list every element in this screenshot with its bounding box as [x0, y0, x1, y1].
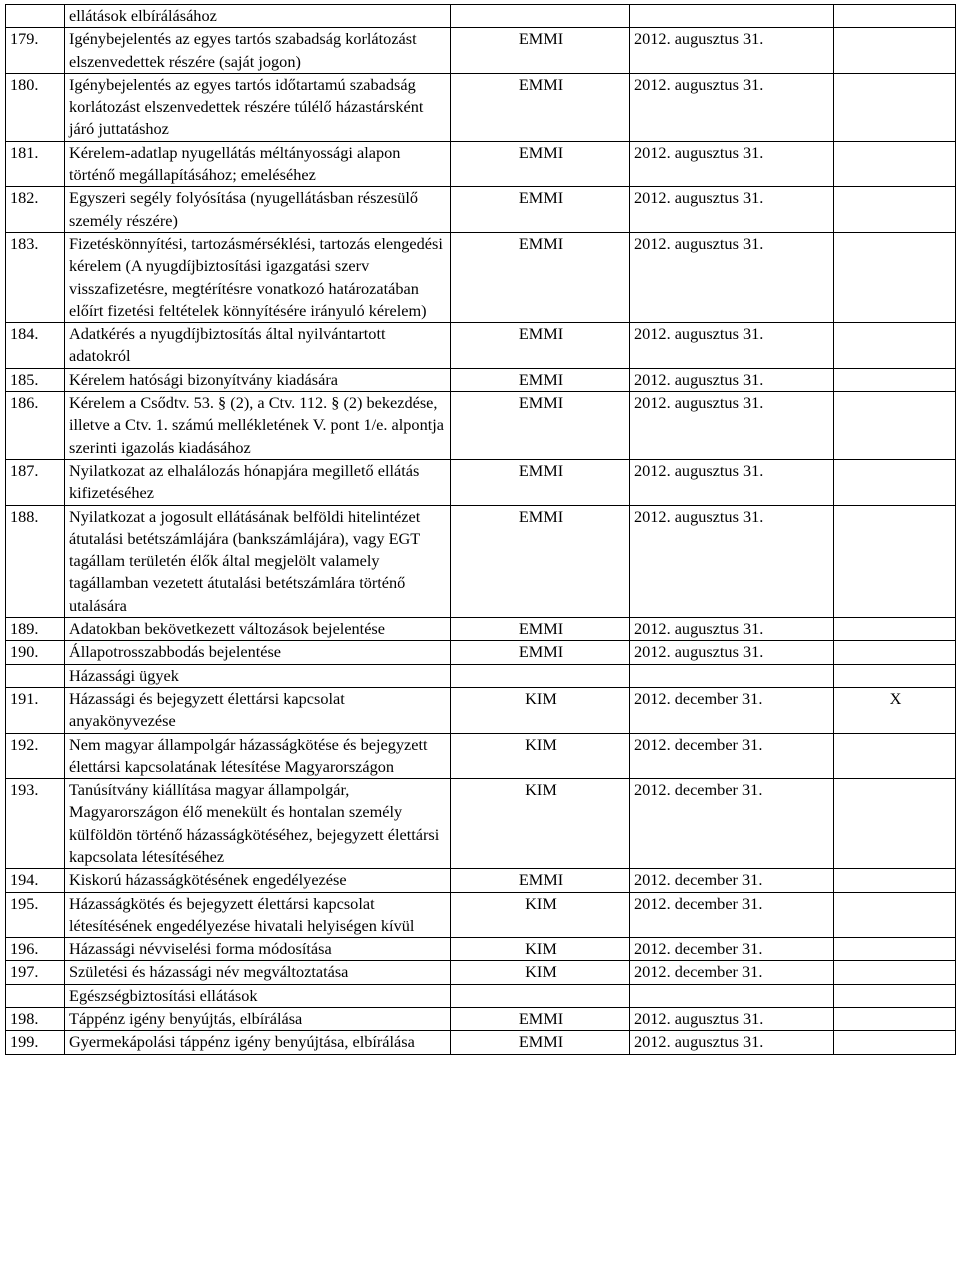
- row-number: 198.: [6, 1008, 65, 1031]
- procedure-description: Egészségbiztosítási ellátások: [65, 984, 451, 1007]
- marker: [834, 323, 956, 369]
- row-number: 196.: [6, 938, 65, 961]
- table-row: [6, 664, 956, 687]
- procedures-table-body: [6, 5, 956, 1055]
- responsible-ministry: EMMI: [451, 28, 630, 74]
- marker: [834, 664, 956, 687]
- row-number: [6, 984, 65, 1007]
- table-row: [6, 641, 956, 664]
- deadline-date: 2012. december 31.: [630, 869, 834, 892]
- row-number: 192.: [6, 733, 65, 779]
- procedures-table: [5, 4, 956, 1055]
- table-row: [6, 984, 956, 1007]
- procedure-description: ellátások elbírálásához: [65, 5, 451, 28]
- marker: [834, 28, 956, 74]
- table-row: [6, 28, 956, 74]
- procedure-description: Tanúsítvány kiállítása magyar állampolgár, Magyarországon élő menekült és hontalan személy külföldön történő házasságkötéséhez, bejegyzett élettársi kapcsolata létesítéséhez: [65, 779, 451, 869]
- marker: [834, 73, 956, 141]
- deadline-date: 2012. augusztus 31.: [630, 392, 834, 460]
- row-number: 193.: [6, 779, 65, 869]
- marker: [834, 1031, 956, 1054]
- marker: [834, 368, 956, 391]
- procedure-description: Gyermekápolási táppénz igény benyújtása, elbírálása: [65, 1031, 451, 1054]
- procedure-description: Adatokban bekövetkezett változások bejelentése: [65, 618, 451, 641]
- procedure-description: Állapotrosszabbodás bejelentése: [65, 641, 451, 664]
- row-number: 186.: [6, 392, 65, 460]
- responsible-ministry: EMMI: [451, 1031, 630, 1054]
- marker: [834, 641, 956, 664]
- responsible-ministry: EMMI: [451, 869, 630, 892]
- deadline-date: 2012. december 31.: [630, 733, 834, 779]
- row-number: 179.: [6, 28, 65, 74]
- deadline-date: 2012. augusztus 31.: [630, 1031, 834, 1054]
- procedure-description: Nyilatkozat a jogosult ellátásának belföldi hitelintézet átutalási betétszámlájára (bankszámlájára), vagy EGT tagállam területén élők által megjelölt valamely tagállamban vezetett átutalási betétszámlára történő utalására: [65, 505, 451, 617]
- row-number: 194.: [6, 869, 65, 892]
- row-number: 199.: [6, 1031, 65, 1054]
- deadline-date: 2012. augusztus 31.: [630, 141, 834, 187]
- marker: [834, 5, 956, 28]
- deadline-date: 2012. augusztus 31.: [630, 232, 834, 322]
- responsible-ministry: KIM: [451, 733, 630, 779]
- responsible-ministry: KIM: [451, 779, 630, 869]
- marker: [834, 392, 956, 460]
- responsible-ministry: [451, 664, 630, 687]
- responsible-ministry: [451, 984, 630, 1007]
- deadline-date: 2012. augusztus 31.: [630, 459, 834, 505]
- responsible-ministry: EMMI: [451, 505, 630, 617]
- procedure-description: Táppénz igény benyújtás, elbírálása: [65, 1008, 451, 1031]
- deadline-date: 2012. augusztus 31.: [630, 187, 834, 233]
- deadline-date: [630, 5, 834, 28]
- responsible-ministry: EMMI: [451, 187, 630, 233]
- marker: X: [834, 687, 956, 733]
- table-row: [6, 961, 956, 984]
- deadline-date: [630, 664, 834, 687]
- row-number: 185.: [6, 368, 65, 391]
- table-row: [6, 141, 956, 187]
- responsible-ministry: KIM: [451, 938, 630, 961]
- deadline-date: 2012. augusztus 31.: [630, 28, 834, 74]
- procedure-description: Egyszeri segély folyósítása (nyugellátásban részesülő személy részére): [65, 187, 451, 233]
- responsible-ministry: EMMI: [451, 368, 630, 391]
- procedure-description: Fizetéskönnyítési, tartozásmérséklési, tartozás elengedési kérelem (A nyugdíjbiztosítási igazgatási szerv visszafizetésre, megtérítésre vonatkozó határozatában előírt fizetési feltételek könnyítésére irányuló kérelem): [65, 232, 451, 322]
- marker: [834, 141, 956, 187]
- responsible-ministry: EMMI: [451, 73, 630, 141]
- marker: [834, 1008, 956, 1031]
- table-row: [6, 459, 956, 505]
- marker: [834, 733, 956, 779]
- row-number: 188.: [6, 505, 65, 617]
- marker: [834, 984, 956, 1007]
- marker: [834, 459, 956, 505]
- table-row: [6, 1031, 956, 1054]
- responsible-ministry: KIM: [451, 961, 630, 984]
- table-row: [6, 187, 956, 233]
- responsible-ministry: KIM: [451, 892, 630, 938]
- row-number: 181.: [6, 141, 65, 187]
- deadline-date: [630, 984, 834, 1007]
- row-number: 195.: [6, 892, 65, 938]
- row-number: 197.: [6, 961, 65, 984]
- table-row: [6, 618, 956, 641]
- row-number: [6, 664, 65, 687]
- procedure-description: Igénybejelentés az egyes tartós időtartamú szabadság korlátozást elszenvedettek részére túlélő házastársként járó juttatáshoz: [65, 73, 451, 141]
- table-row: [6, 687, 956, 733]
- table-row: [6, 232, 956, 322]
- deadline-date: 2012. augusztus 31.: [630, 1008, 834, 1031]
- row-number: 190.: [6, 641, 65, 664]
- deadline-date: 2012. augusztus 31.: [630, 368, 834, 391]
- responsible-ministry: EMMI: [451, 323, 630, 369]
- table-row: [6, 323, 956, 369]
- marker: [834, 961, 956, 984]
- procedure-description: Születési és házassági név megváltoztatása: [65, 961, 451, 984]
- procedure-description: Igénybejelentés az egyes tartós szabadság korlátozást elszenvedettek részére (saját jogon): [65, 28, 451, 74]
- table-row: [6, 892, 956, 938]
- procedure-description: Házassági és bejegyzett élettársi kapcsolat anyakönyvezése: [65, 687, 451, 733]
- marker: [834, 618, 956, 641]
- table-row: [6, 1008, 956, 1031]
- procedure-description: Nyilatkozat az elhalálozás hónapjára megillető ellátás kifizetéséhez: [65, 459, 451, 505]
- procedure-description: Kérelem a Csődtv. 53. § (2), a Ctv. 112. § (2) bekezdése, illetve a Ctv. 1. számú mellékletének V. pont 1/e. alpontja szerinti igazolás kiadásához: [65, 392, 451, 460]
- table-row: [6, 368, 956, 391]
- responsible-ministry: EMMI: [451, 141, 630, 187]
- procedure-description: Kérelem-adatlap nyugellátás méltányossági alapon történő megállapításához; emeléséhez: [65, 141, 451, 187]
- marker: [834, 505, 956, 617]
- deadline-date: 2012. augusztus 31.: [630, 505, 834, 617]
- table-row: [6, 392, 956, 460]
- row-number: 189.: [6, 618, 65, 641]
- row-number: 187.: [6, 459, 65, 505]
- marker: [834, 869, 956, 892]
- table-row: [6, 869, 956, 892]
- procedure-description: Adatkérés a nyugdíjbiztosítás által nyilvántartott adatokról: [65, 323, 451, 369]
- deadline-date: 2012. december 31.: [630, 961, 834, 984]
- procedure-description: Házasságkötés és bejegyzett élettársi kapcsolat létesítésének engedélyezése hivatali helyiségen kívül: [65, 892, 451, 938]
- table-row: [6, 505, 956, 617]
- responsible-ministry: EMMI: [451, 618, 630, 641]
- table-row: [6, 5, 956, 28]
- responsible-ministry: EMMI: [451, 392, 630, 460]
- marker: [834, 892, 956, 938]
- row-number: 182.: [6, 187, 65, 233]
- deadline-date: 2012. december 31.: [630, 938, 834, 961]
- table-row: [6, 938, 956, 961]
- row-number: [6, 5, 65, 28]
- row-number: 180.: [6, 73, 65, 141]
- row-number: 184.: [6, 323, 65, 369]
- procedure-description: Házassági névviselési forma módosítása: [65, 938, 451, 961]
- row-number: 191.: [6, 687, 65, 733]
- responsible-ministry: EMMI: [451, 641, 630, 664]
- procedure-description: Kérelem hatósági bizonyítvány kiadására: [65, 368, 451, 391]
- marker: [834, 779, 956, 869]
- deadline-date: 2012. augusztus 31.: [630, 618, 834, 641]
- marker: [834, 187, 956, 233]
- row-number: 183.: [6, 232, 65, 322]
- responsible-ministry: EMMI: [451, 232, 630, 322]
- deadline-date: 2012. december 31.: [630, 892, 834, 938]
- responsible-ministry: EMMI: [451, 459, 630, 505]
- deadline-date: 2012. december 31.: [630, 779, 834, 869]
- deadline-date: 2012. augusztus 31.: [630, 641, 834, 664]
- table-row: [6, 779, 956, 869]
- procedure-description: Házassági ügyek: [65, 664, 451, 687]
- marker: [834, 232, 956, 322]
- marker: [834, 938, 956, 961]
- deadline-date: 2012. augusztus 31.: [630, 73, 834, 141]
- deadline-date: 2012. augusztus 31.: [630, 323, 834, 369]
- deadline-date: 2012. december 31.: [630, 687, 834, 733]
- responsible-ministry: EMMI: [451, 1008, 630, 1031]
- table-row: [6, 733, 956, 779]
- procedure-description: Kiskorú házasságkötésének engedélyezése: [65, 869, 451, 892]
- table-row: [6, 73, 956, 141]
- responsible-ministry: [451, 5, 630, 28]
- responsible-ministry: KIM: [451, 687, 630, 733]
- procedure-description: Nem magyar állampolgár házasságkötése és bejegyzett élettársi kapcsolatának létesítése Magyarországon: [65, 733, 451, 779]
